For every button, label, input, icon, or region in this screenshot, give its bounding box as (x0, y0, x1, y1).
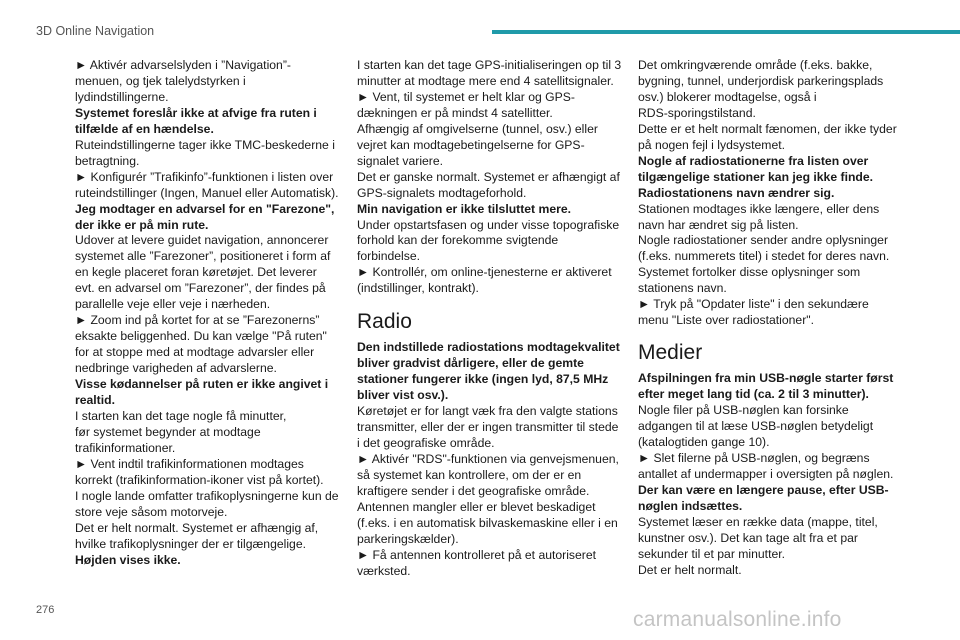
text-line: Antennen mangler eller er blevet beskadiget (357, 499, 596, 514)
text-line: (indstillinger, kontrakt). (357, 281, 479, 296)
text-line: menuen, og tjek talelydstyrken i (75, 73, 246, 88)
section-heading-medier: Medier (638, 341, 703, 365)
text-line: ► Slet filerne på USB-nøglen, og begræns (638, 450, 870, 465)
page-number: 276 (36, 604, 55, 616)
text-line: efter meget lang tid (ca. 2 til 3 minutter). (638, 387, 869, 402)
text-line: for at stoppe med at modtage advarsler eller (75, 345, 315, 360)
text-line: Systemet læser en række data (mappe, titel, (638, 514, 878, 529)
text-line: ► Tryk på "Opdater liste" i den sekundære (638, 297, 869, 312)
text-line: Det er ganske normalt. Systemet er afhængigt af (357, 169, 620, 184)
text-line: Nogle filer på USB-nøglen kan forsinke (638, 403, 849, 418)
column-3-text-bottom (638, 371, 908, 578)
text-line: trafikinformationer. (75, 440, 176, 455)
text-line: bygning, tunnel, underjordisk parkeringsplads (638, 73, 884, 88)
text-line: sekunder til et par minutter. (638, 546, 785, 561)
text-line: osv.) blokerer modtagelse, også i (638, 89, 817, 104)
text-line: minutter at modtage mere end 4 satellitsignaler. (357, 73, 614, 88)
text-line: hvilke trafikoplysninger der er tilgængelige. (75, 536, 307, 551)
text-line: ► Aktivér "RDS"-funktionen via genvejsmenuen, (357, 451, 619, 466)
text-line: Afhængig af omgivelserne (tunnel, osv.) eller (357, 121, 598, 136)
text-line: en kegle placeret foran køretøjet. Det leverer (75, 265, 317, 280)
text-line: realtid. (75, 393, 115, 408)
text-line: forhold kan der forekomme svigtende (357, 233, 559, 248)
text-line: Jeg modtager en advarsel for en "Farezone", (75, 201, 335, 216)
text-line: Dette er et helt normalt fænomen, der ikke tyder (638, 121, 897, 136)
page-header-title: 3D Online Navigation (36, 24, 155, 38)
text-line: Udover at levere guidet navigation, annoncerer (75, 233, 329, 248)
text-line: antallet af undermapper i oversigten på nøglen. (638, 466, 894, 481)
column-2-text-bottom (357, 340, 627, 579)
text-line: ► Vent indtil trafikinformationen modtages (75, 456, 304, 471)
text-line: ► Vent, til systemet er helt klar og GPS- (357, 89, 575, 104)
text-line: store veje såsom motorveje. (75, 504, 228, 519)
text-line: I starten kan det tage GPS-initialiseringen op til 3 (357, 58, 622, 72)
text-line: tilgængelige stationer kan jeg ikke finde. (638, 169, 874, 184)
text-line: nedbringe varigheden af advarslerne. (75, 361, 277, 376)
text-line: betragtning. (75, 153, 140, 168)
text-line: Nogle af radiostationerne fra listen over (638, 153, 869, 168)
text-line: ruteindstillinger (Ingen, Manuel eller Automatisk). (75, 185, 339, 200)
text-line: bliver vist osv.). (357, 388, 449, 403)
header-accent-bar (492, 30, 960, 34)
text-line: systemet alle ”Farezoner”, positioneret i form af (75, 249, 331, 264)
column-2-text-top (357, 58, 627, 297)
text-line: Under opstartsfasen og under visse topografiske (357, 217, 620, 232)
text-line: korrekt (trafikinformation-ikoner vist på kortet). (75, 472, 324, 487)
text-line: signalet variere. (357, 153, 444, 168)
text-line: Det er helt normalt. (638, 562, 742, 577)
text-line: værksted. (357, 563, 411, 578)
text-line: Afspilningen fra min USB-nøgle starter først (638, 371, 894, 386)
text-line: tilfælde af en hændelse. (75, 121, 214, 136)
text-line: i det geografiske område. (357, 436, 495, 451)
text-line: transmitter, eller der er ingen transmitter til stede (357, 420, 619, 435)
text-line: nøglen indsættes. (638, 498, 743, 513)
text-line: ► Aktivér advarselslyden i ”Navigation”- (75, 58, 291, 72)
text-line: Min navigation er ikke tilsluttet mere. (357, 201, 572, 216)
watermark: carmanualsonline.info (633, 608, 842, 631)
text-line: ► Konfigurér ”Trafikinfo”-funktionen i listen over (75, 169, 334, 184)
text-line: Nogle radiostationer sender andre oplysninger (638, 233, 888, 248)
column-3-text-top (638, 58, 908, 329)
text-line: bliver gradvist dårligere, eller de gemte (357, 356, 584, 371)
text-line: (katalogtiden gange 10). (638, 435, 770, 450)
column-2 (357, 58, 627, 580)
text-line: navn har ændret sig på listen. (638, 217, 799, 232)
text-line: på nogen fejl i lydsystemet. (638, 137, 786, 152)
text-line: så systemet kan kontrollere, om der er en (357, 467, 582, 482)
text-line: Ruteindstillingerne tager ikke TMC-beskederne i (75, 137, 335, 152)
text-line: evt. en advarsel om ”Farezoner”, der findes på (75, 281, 326, 296)
text-line: vejret kan modtagebetingelserne for GPS- (357, 137, 585, 152)
text-line: Systemet foreslår ikke at afvige fra ruten i (75, 105, 317, 120)
text-line: GPS-signalets modtageforhold. (357, 185, 527, 200)
column-1 (75, 58, 345, 569)
text-line: Højden vises ikke. (75, 552, 181, 567)
text-line: kraftigere sender i det geografiske område. (357, 483, 590, 498)
text-line: I nogle lande omfatter trafikoplysningerne kun de (75, 488, 339, 503)
text-line: der ikke er på min rute. (75, 217, 209, 232)
text-line: parkeringskælder). (357, 531, 459, 546)
text-line: Den indstillede radiostations modtagekvalitet (357, 340, 620, 355)
text-line: ► Få antennen kontrolleret på et autoriseret (357, 547, 597, 562)
text-line: Radiostationens navn ændrer sig. (638, 185, 835, 200)
text-line: Stationen modtages ikke længere, eller dens (638, 201, 880, 216)
text-line: ► Kontrollér, om online-tjenesterne er aktiveret (357, 265, 612, 280)
text-line: lydindstillingerne. (75, 89, 169, 104)
text-line: I starten kan det tage nogle få minutter, (75, 408, 287, 423)
section-heading-radio: Radio (357, 310, 412, 334)
text-line: kunstner osv.). Det kan tage alt fra et par (638, 530, 858, 545)
text-line: eksakte beliggenhed. Du kan vælge "På ruten" (75, 329, 327, 344)
text-line: stationens navn. (638, 281, 727, 296)
text-line: Systemet fortolker disse oplysninger som (638, 265, 861, 280)
text-line: Der kan være en længere pause, efter USB- (638, 482, 889, 497)
text-line: adgangen til at læse USB-nøglen betydeligt (638, 419, 874, 434)
text-line: Det er helt normalt. Systemet er afhængig af, (75, 520, 319, 535)
column-3 (638, 58, 908, 579)
text-line: Køretøjet er for langt væk fra den valgte stations (357, 404, 618, 419)
text-line: Det omkringværende område (f.eks. bakke, (638, 58, 873, 72)
text-line: RDS-sporingstilstand. (638, 105, 756, 120)
text-line: ► Zoom ind på kortet for at se ”Farezonerns” (75, 313, 320, 328)
text-line: (f.eks. i en automatisk bilvaskemaskine eller i en (357, 515, 618, 530)
text-line: (f.eks. nummerets titel) i stedet for deres navn. (638, 249, 890, 264)
text-line: Visse kødannelser på ruten er ikke angivet i (75, 377, 329, 392)
text-line: parallelle veje eller veje i nærheden. (75, 297, 271, 312)
text-line: stationer fungerer ikke (ingen lyd, 87,5 MHz (357, 372, 609, 387)
text-line: før systemet begynder at modtage (75, 424, 261, 439)
text-line: forbindelse. (357, 249, 421, 264)
text-line: dækningen er på mindst 4 satellitter. (357, 105, 553, 120)
text-line: menu "Liste over radiostationer". (638, 313, 814, 328)
